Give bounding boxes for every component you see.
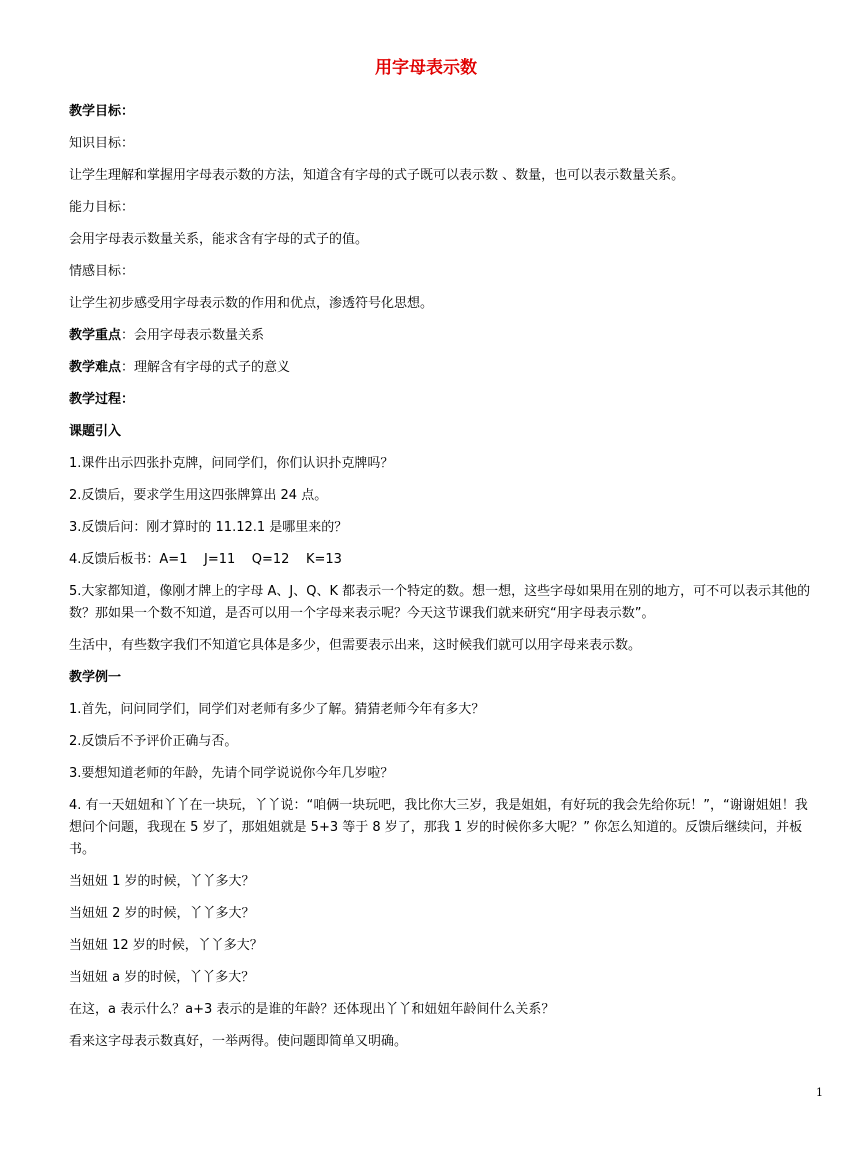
- ability-objective-text: 会用字母表示数量关系，能求含有字母的式子的值。: [69, 232, 369, 247]
- difficulty-text: ：理解含有字母的式子的意义: [121, 360, 291, 375]
- question-line: 当妞妞 12 岁的时候，丫丫多大？: [69, 938, 263, 953]
- analysis-paragraph: 在这，a 表示什么？a+3 表示的是谁的年龄？还体现出丫丫和妞妞年龄间什么关系？: [69, 1002, 555, 1017]
- example-heading: 教学例一: [69, 670, 122, 685]
- knowledge-objective-text: 让学生理解和掌握用字母表示数的方法，知道含有字母的式子既可以表示数 、数量，也可以表示数量关系。: [69, 168, 685, 183]
- key-point-label: 教学重点: [69, 328, 122, 343]
- intro-heading: 课题引入: [69, 424, 122, 439]
- knowledge-objective-label: 知识目标：: [69, 136, 135, 151]
- key-point-text: ：会用字母表示数量关系: [121, 328, 265, 343]
- intro-item: 3.反馈后问：刚才算时的 11.12.1 是哪里来的？: [69, 520, 348, 535]
- conclusion-paragraph: 看来这字母表示数真好，一举两得。使问题即简单又明确。: [69, 1034, 408, 1049]
- question-line: 当妞妞 a 岁的时候，丫丫多大？: [69, 970, 255, 985]
- intro-item: 5.大家都知道，像刚才牌上的字母 A、J、Q、K 都表示一个特定的数。想一想，这些字母如果用在别的地方，可不可以表示其他的数？那如果一个数不知道，是否可以用一个字母来表示呢？今天这节课我们就来研究“用字母表示数”。: [69, 584, 811, 621]
- example-item: 3.要想知道老师的年龄，先请个同学说说你今年几岁啦？: [69, 766, 394, 781]
- ability-objective-label: 能力目标：: [69, 200, 135, 215]
- intro-item: 1.课件出示四张扑克牌，问同学们，你们认识扑克牌吗？: [69, 456, 394, 471]
- question-line: 当妞妞 1 岁的时候，丫丫多大？: [69, 874, 255, 889]
- process-heading: 教学过程：: [69, 392, 135, 407]
- document-title: 用字母表示数: [375, 58, 477, 78]
- example-item: 1.首先，问问同学们，同学们对老师有多少了解。猜猜老师今年有多大？: [69, 702, 485, 717]
- document-body: [69, 101, 817, 1053]
- intro-item: 4.反馈后板书：A=1 J=11 Q=12 K=13: [69, 552, 342, 567]
- difficulty-label: 教学难点: [69, 360, 122, 375]
- intro-item: 2.反馈后，要求学生用这四张牌算出 24 点。: [69, 488, 328, 503]
- example-item: 4. 有一天妞妞和丫丫在一块玩，丫丫说：“咱俩一块玩吧，我比你大三岁，我是姐姐，有好玩的我会先给你玩！”，“谢谢姐姐！我想问个问题，我现在 5 岁了，那姐姐就是 5+3 等于 8 岁了，那我 1 岁的时候你多大呢？” 你怎么知道的。反馈后继续问，并板书。: [69, 798, 808, 857]
- life-paragraph: 生活中，有些数字我们不知道它具体是多少，但需要表示出来，这时候我们就可以用字母来表示数。: [69, 638, 642, 653]
- objectives-heading: 教学目标：: [69, 104, 135, 119]
- emotion-objective-label: 情感目标：: [69, 264, 135, 279]
- emotion-objective-text: 让学生初步感受用字母表示数的作用和优点，渗透符号化思想。: [69, 296, 434, 311]
- key-point-paragraph: [69, 325, 817, 347]
- page-number: 1: [816, 1086, 823, 1099]
- example-item: 2.反馈后不予评价正确与否。: [69, 734, 238, 749]
- difficulty-paragraph: [69, 357, 817, 379]
- question-line: 当妞妞 2 岁的时候，丫丫多大？: [69, 906, 255, 921]
